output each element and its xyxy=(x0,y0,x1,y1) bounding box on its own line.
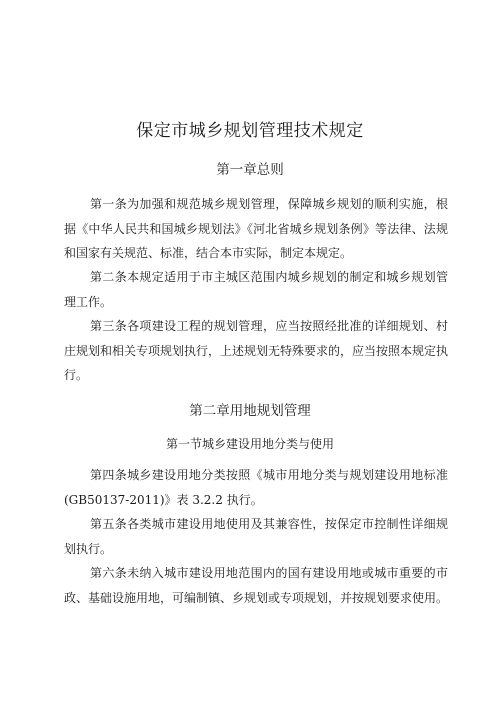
article-paragraph: 第五条各类城市建设用地使用及其兼容性，按保定市控制性详细规划执行。 xyxy=(64,517,448,556)
article-paragraph: 第三条各项建设工程的规划管理，应当按照经批准的详细规划、村庄规划和相关专项规划执行，上述规划无特殊要求的，应当按照本规定执行。 xyxy=(64,319,449,382)
chapter-heading: 第二章用地规划管理 xyxy=(189,403,311,419)
chapter-heading: 第一章总则 xyxy=(216,162,284,178)
article-paragraph: 第四条城乡建设用地分类按照《城市用地分类与规划建设用地标准(GB50137-2011)》表 3.2.2 执行。 xyxy=(64,468,448,507)
article-paragraph: 第二条本规定适用于市主城区范围内城乡规划的制定和城乡规划管理工作。 xyxy=(64,270,448,309)
section-heading: 第一节城乡建设用地分类与使用 xyxy=(165,437,334,451)
document-title: 保定市城乡规划管理技术规定 xyxy=(136,121,364,141)
article-paragraph: 第一条为加强和规范城乡规划管理，保障城乡规划的顺利实施，根据《中华人民共和国城乡规划法》《河北省城乡规划条例》等法律、法规和国家有关规范、标准，结合本市实际，制定本规定。 xyxy=(64,197,448,260)
article-paragraph: 第六条未纳入城市建设用地范围内的国有建设用地或城市重要的市政、基础设施用地，可编制镇、乡规划或专项规划，并按规划要求使用。 xyxy=(64,566,449,605)
